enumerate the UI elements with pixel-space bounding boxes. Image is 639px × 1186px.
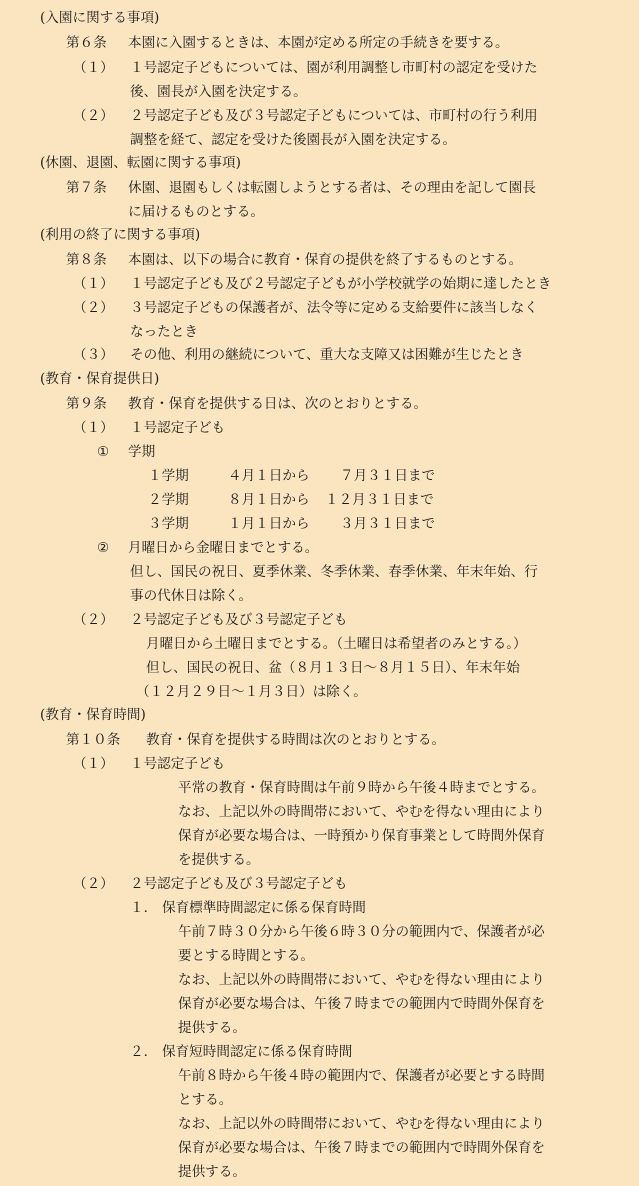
item-text: ２号認定子ども及び３号認定子どもについては、市町村の行う利用 bbox=[130, 108, 538, 124]
sub-item-title: 保育短時間認定に係る保育時間 bbox=[162, 1044, 353, 1060]
item-title: ２号認定子ども及び３号認定子ども bbox=[130, 612, 348, 628]
sub-item-number: ② bbox=[97, 540, 110, 556]
article-number: 第８条 bbox=[66, 252, 107, 268]
term-to: ３月３１日まで bbox=[340, 516, 436, 532]
item-number: （３） bbox=[73, 347, 114, 363]
article-text: 休園、退園もしくは転園しようとする者は、その理由を記して園長 bbox=[128, 180, 536, 196]
item-number: （２） bbox=[73, 300, 114, 316]
article-number: 第１０条 bbox=[66, 732, 121, 748]
item-number: （１） bbox=[73, 756, 114, 772]
item-text: １号認定子どもについては、園が利用調整し市町村の認定を受けた bbox=[130, 60, 538, 76]
item-number: （２） bbox=[73, 108, 114, 124]
item-title: １号認定子ども bbox=[130, 420, 226, 436]
article-number: 第９条 bbox=[66, 396, 107, 412]
item-text: ３号認定子どもの保護者が、法令等に定める支給要件に該当しなく bbox=[130, 300, 538, 316]
term-name: ３学期 bbox=[148, 516, 189, 532]
article-text: 教育・保育を提供する日は、次のとおりとする。 bbox=[128, 396, 428, 412]
item-text: １号認定子ども及び２号認定子どもが小学校就学の始期に達したとき bbox=[130, 276, 552, 292]
document: (入園に関する事項) 第６条 本園に入園するときは、本園が定める所定の手続きを要する。 （１） １号認定子どもについては、園が利用調整し市町村の認定を受けた 後、園長が入園を決定する。 （２） ２号認定子ども及び３号認定子どもについては、市町村の行う利用 調整を経て、認定を受けた後園長が入園を決定する。 (休園、退園、転園に関する事項) 第７条 休園、退園もしくは転園しようとする者は、その理由を記して園長 に届けるものとする。 (利用の終了に関する事項) 第８条 本園は、以下の場合に教育・保育の提供を終了するものとする。 （１） １号認定子ども及び２号認定子どもが小学校就学の始期に達したとき （２） ３号認定子どもの保護者が、法令等に定める支給要件に該当しなく なったとき （３） その他、利用の継続について、重大な支障又は困難が生じたとき (教育・保育提供日) 第９条 教育・保育を提供する日は、次のとおりとする。 （１） １号認定子ども ① 学期 １学期 ４月１日から ７月３１日まで ２学期 ８月１日から １２月３１日まで ３学期 １月１日から ３月３１日まで ② 月曜日から金曜日までとする。 但し、国民の祝日、夏季休業、冬季休業、春季休業、年末年始、行 事の代休日は除く。 （２） ２号認定子ども及び３号認定子ども 月曜日から土曜日までとする。（土曜日は希望者のみとする。） 但し、国民の祝日、盆（８月１３日～８月１５日）、年末年始 （１２月２９日～１月３日）は除く。 (教育・保育時間) 第１０条 教育・保育を提供する時間は次のとおりとする。 （１） １号認定子ども 平常の教育・保育時間は午前９時から午後４時までとする。 なお、上記以外の時間帯において、やむを得ない理由により 保育が必要な場合は、一時預かり保育事業として時間外保育 を提供する。 （２） ２号認定子ども及び３号認定子ども １． 保育標準時間認定に係る保育時間 午前７時３０分から午後６時３０分の範囲内で、保護者が必 要とする時間とする。 なお、上記以外の時間帯において、やむを得ない理由により 保育が必要な場合は、午後７時までの範囲内で時間外保育を 提供する。 ２． 保育短時間認定に係る保育時間 午前８時から午後４時の範囲内で、保護者が必要とする時間 とする。 なお、上記以外の時間帯において、やむを得ない理由により 保育が必要な場合は、午後７時までの範囲内で時間外保育を 提供する。 bbox=[40, 10, 552, 1180]
term-from: ８月１日から bbox=[228, 492, 310, 508]
sub-item-number: １． bbox=[130, 900, 158, 916]
term-from: ４月１日から bbox=[228, 468, 310, 484]
article-text: 本園は、以下の場合に教育・保育の提供を終了するものとする。 bbox=[128, 252, 523, 268]
item-number: （２） bbox=[73, 876, 114, 892]
item-number: （１） bbox=[73, 276, 114, 292]
item-number: （１） bbox=[73, 60, 114, 76]
term-name: １学期 bbox=[148, 468, 189, 484]
sub-item-number: ① bbox=[97, 444, 110, 460]
sub-item-text: 月曜日から金曜日までとする。 bbox=[128, 540, 319, 556]
item-number: （１） bbox=[73, 420, 114, 436]
term-to: ７月３１日まで bbox=[340, 468, 436, 484]
article-text: 教育・保育を提供する時間は次のとおりとする。 bbox=[146, 732, 446, 748]
sub-item-number: ２． bbox=[130, 1044, 158, 1060]
term-name: ２学期 bbox=[148, 492, 189, 508]
article-text: 本園に入園するときは、本園が定める所定の手続きを要する。 bbox=[128, 35, 509, 51]
article-number: 第７条 bbox=[66, 180, 107, 196]
sub-item-title: 学期 bbox=[128, 444, 156, 460]
item-number: （２） bbox=[73, 612, 114, 628]
term-to: １２月３１日まで bbox=[325, 492, 434, 508]
term-from: １月１日から bbox=[228, 516, 310, 532]
item-title: １号認定子ども bbox=[130, 756, 226, 772]
article-number: 第６条 bbox=[66, 35, 107, 51]
sub-item-title: 保育標準時間認定に係る保育時間 bbox=[162, 900, 366, 916]
item-text: その他、利用の継続について、重大な支障又は困難が生じたとき bbox=[130, 347, 524, 363]
item-title: ２号認定子ども及び３号認定子ども bbox=[130, 876, 348, 892]
